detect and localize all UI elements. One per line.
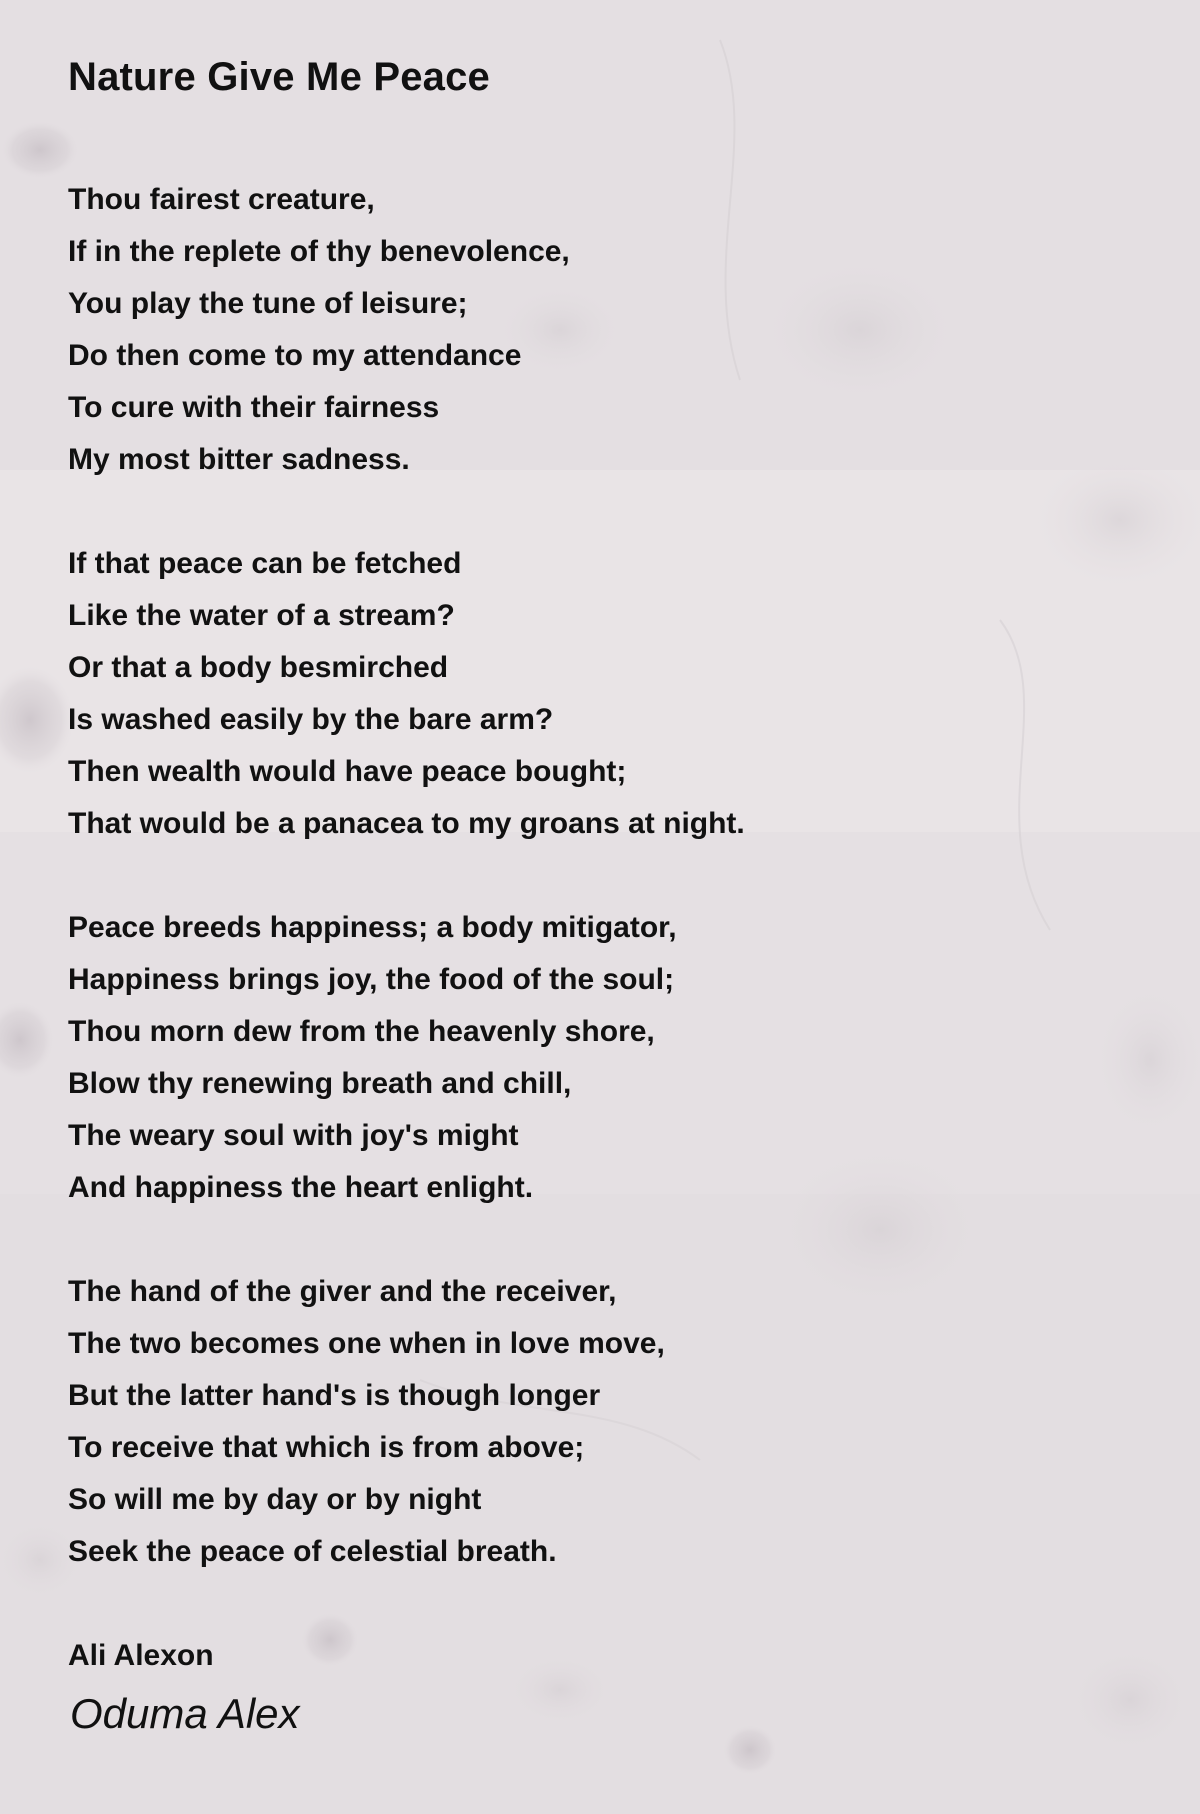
poem-stanza-4 — [68, 1266, 1128, 1578]
poem-line: Like the water of a stream? — [68, 599, 455, 632]
poem-signoff: Ali Alexon — [68, 1639, 214, 1672]
poem-line: My most bitter sadness. — [68, 443, 410, 476]
poem-line: Do then come to my attendance — [68, 339, 522, 372]
poem-stanza-1 — [68, 174, 1128, 486]
poem-title: Nature Give Me Peace — [68, 55, 490, 99]
poem-body — [68, 174, 1128, 1682]
poem-line: Blow thy renewing breath and chill, — [68, 1067, 572, 1100]
poem-stanza-3 — [68, 902, 1128, 1214]
poem-line: That would be a panacea to my groans at night. — [68, 807, 745, 840]
poem-line: Seek the peace of celestial breath. — [68, 1535, 557, 1568]
poem-line: But the latter hand's is though longer — [68, 1379, 601, 1412]
poem-line: The weary soul with joy's might — [68, 1119, 519, 1152]
poem-line: Thou fairest creature, — [68, 183, 375, 216]
poem-line: If in the replete of thy benevolence, — [68, 235, 570, 268]
poem-page — [68, 44, 1128, 1737]
poem-line: Happiness brings joy, the food of the soul; — [68, 963, 675, 996]
poem-line: Peace breeds happiness; a body mitigator, — [68, 911, 677, 944]
poem-line: The hand of the giver and the receiver, — [68, 1275, 617, 1308]
poem-line: The two becomes one when in love move, — [68, 1327, 665, 1360]
poem-line: Is washed easily by the bare arm? — [68, 703, 554, 736]
poem-line: Then wealth would have peace bought; — [68, 755, 627, 788]
poem-line: So will me by day or by night — [68, 1483, 482, 1516]
poem-stanza-2 — [68, 538, 1128, 850]
poem-line: Thou morn dew from the heavenly shore, — [68, 1015, 655, 1048]
poem-line: Or that a body besmirched — [68, 651, 449, 684]
poem-line: If that peace can be fetched — [68, 547, 462, 580]
poem-line: To receive that which is from above; — [68, 1431, 585, 1464]
poem-line: You play the tune of leisure; — [68, 287, 468, 320]
poem-line: And happiness the heart enlight. — [68, 1171, 534, 1204]
poem-line: To cure with their fairness — [68, 391, 440, 424]
poem-author: Oduma Alex — [70, 1690, 300, 1737]
